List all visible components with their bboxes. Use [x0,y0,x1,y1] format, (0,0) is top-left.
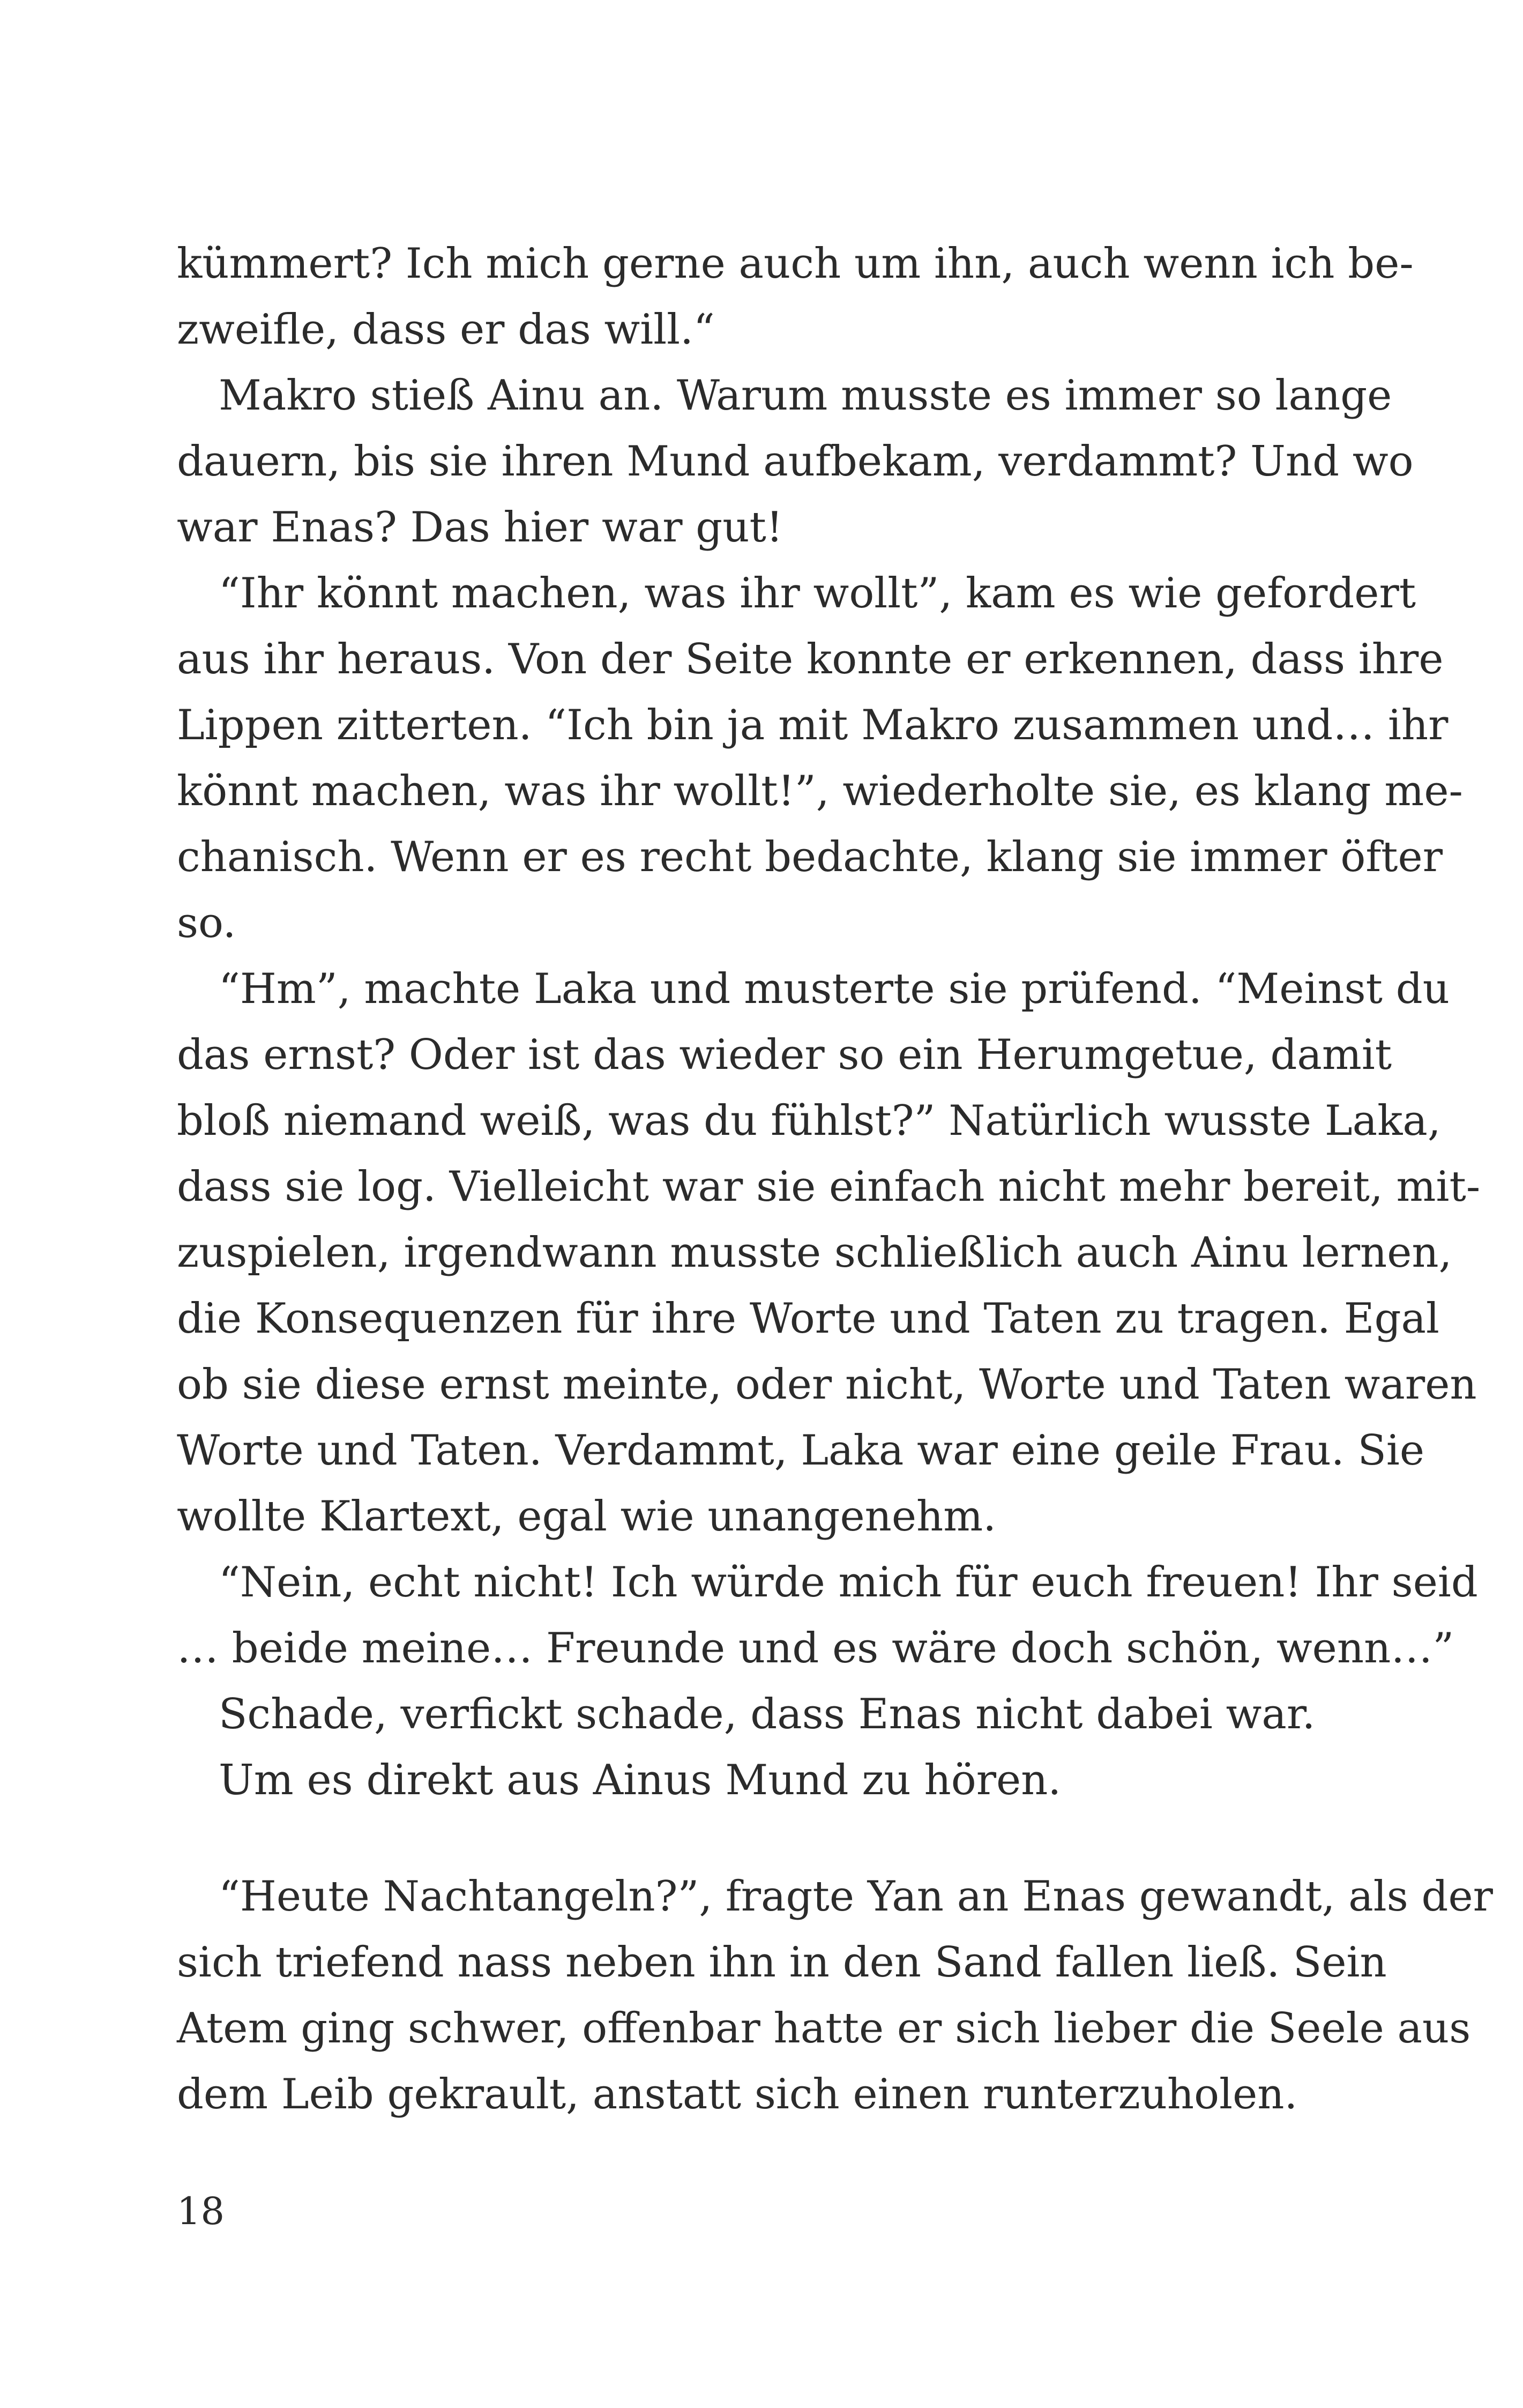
text-line: dem Leib gekrault, anstatt sich einen runterzuholen. [177,2070,1298,2119]
text-line: chanisch. Wenn er es recht bedachte, klang sie immer öfter [177,833,1443,881]
text-line: zweifle, dass er das will.“ [177,306,715,354]
text-line: bloß niemand weiß, was du fühlst?” Natürlich wusste Laka, [177,1097,1441,1145]
text-line: sich triefend nass neben ihn in den Sand fallen ließ. Sein [177,1938,1387,1987]
text-line: “Heute Nachtangeln?”, fragte Yan an Enas gewandt, als der [219,1872,1493,1921]
text-line: Atem ging schwer, offenbar hatte er sich lieber die Seele aus [177,2004,1471,2053]
text-line: ob sie diese ernst meinte, oder nicht, Worte und Taten waren [177,1361,1477,1409]
text-block-section-two [177,1864,1493,2128]
text-line: dauern, bis sie ihren Mund aufbekam, verdammt? Und wo [177,437,1414,486]
text-line: wollte Klartext, egal wie unangenehm. [177,1492,997,1541]
text-line: “Hm”, machte Laka und musterte sie prüfend. “Meinst du [219,965,1450,1013]
text-line: kümmert? Ich mich gerne auch um ihn, auch wenn ich be- [177,240,1414,288]
text-line: aus ihr heraus. Von der Seite konnte er erkennen, dass ihre [177,635,1444,683]
text-line: Worte und Taten. Verdammt, Laka war eine geile Frau. Sie [177,1426,1425,1475]
text-line: “Ihr könnt machen, was ihr wollt”, kam es wie gefordert [219,569,1416,618]
text-line: Schade, verfickt schade, dass Enas nicht dabei war. [219,1690,1316,1738]
page-number: 18 [177,2189,225,2233]
text-line: “Nein, echt nicht! Ich würde mich für euch freuen! Ihr seid [219,1558,1478,1607]
text-line: zuspielen, irgendwann musste schließlich auch Ainu lernen, [177,1229,1452,1277]
text-line: Um es direkt aus Ainus Mund zu hören. [219,1756,1062,1804]
text-line: das ernst? Oder ist das wieder so ein Herumgetue, damit [177,1031,1392,1079]
text-line: Makro stieß Ainu an. Warum musste es immer so lange [219,371,1392,420]
text-line: könnt machen, was ihr wollt!”, wiederholte sie, es klang me- [177,767,1463,815]
text-line: so. [177,899,236,947]
text-line: war Enas? Das hier war gut! [177,503,783,552]
text-block-main [177,231,1481,1814]
text-line: die Konsequenzen für ihre Worte und Taten zu tragen. Egal [177,1295,1439,1343]
text-line: … beide meine… Freunde und es wäre doch schön, wenn…” [177,1624,1454,1673]
text-line: dass sie log. Vielleicht war sie einfach nicht mehr bereit, mit- [177,1163,1481,1211]
text-line: Lippen zitterten. “Ich bin ja mit Makro zusammen und… ihr [177,701,1449,749]
